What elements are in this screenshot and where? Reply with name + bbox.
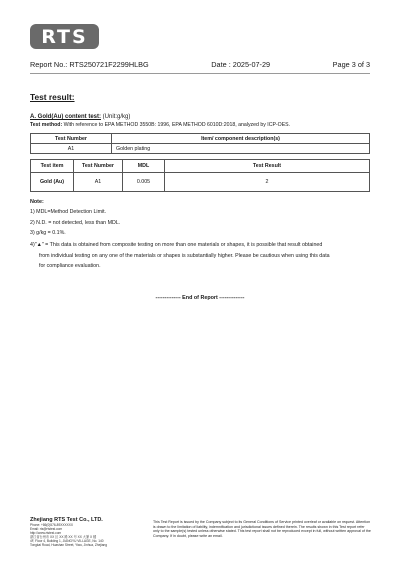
method-label: Test method: bbox=[30, 122, 63, 128]
column-header: MDL bbox=[123, 160, 165, 173]
end-of-report: -------------- End of Report -------------- bbox=[155, 295, 245, 301]
subsection-title bbox=[30, 114, 130, 120]
note-item-continuation: for compliance evaluation. bbox=[39, 263, 101, 269]
note-item: 3) g/kg = 0.1%. bbox=[30, 230, 66, 236]
table-cell: 0.005 bbox=[123, 173, 165, 192]
notes-title: Note: bbox=[30, 199, 44, 205]
column-header: Test Result bbox=[165, 160, 370, 173]
table-header-row bbox=[31, 160, 370, 173]
test-unit: (Unit:g/kg) bbox=[101, 114, 131, 120]
footer-company-info bbox=[30, 517, 140, 548]
results-table bbox=[30, 159, 370, 192]
table-row bbox=[31, 144, 370, 154]
test-method bbox=[30, 122, 370, 128]
page-number: Page 3 of 3 bbox=[332, 60, 370, 69]
report-date: Date : 2025-07-29 bbox=[211, 60, 271, 69]
section-title: Test result: bbox=[30, 92, 75, 102]
table-header-row bbox=[31, 134, 370, 144]
logo-text: RTS bbox=[41, 25, 88, 48]
table-row bbox=[31, 173, 370, 192]
note-item-continuation: from individual testing on any one of the materials or shapes is substantially higher. Please be cautious when using this data bbox=[39, 252, 330, 259]
column-header: Test Number bbox=[31, 134, 112, 144]
footer-address: 浙江省台州市 XX 区 XX 路 XX 号 XX 大厦 X 楼 bbox=[30, 535, 97, 540]
note-item-text: 4)"▲" = This data is obtained from composite testing on more than one materials or shapes, it is possible that result obtained bbox=[30, 242, 323, 248]
table-cell: A1 bbox=[31, 144, 112, 154]
footer-disclaimer: This Test Report is issued by the Company subject to its General Conditions of Service printed overleaf or available on request. Attention is drawn to the limitation of liability, indemnification and jurisdictional issues defined therein. The results shown in this Test report refer only to the sample(s) tested unless otherwise stated. This test report shall not be reproduced except in full, without written approval of the Company. If in doubt, please write an email. bbox=[153, 520, 371, 538]
footer-phone: Phone: +86(0)576-89XXXXXX bbox=[30, 523, 73, 527]
table-cell: 2 bbox=[165, 173, 370, 192]
company-logo bbox=[30, 24, 99, 49]
method-text: With reference to EPA METHOD 3550B: 1996, EPA METHOD 6010D:2018, analyzed by ICP-OES. bbox=[62, 122, 291, 128]
report-number: Report No.: RTS250721F2299HLBG bbox=[30, 60, 149, 69]
note-item bbox=[30, 240, 370, 272]
note-item: 2) N.D. = not detected, less than MDL. bbox=[30, 220, 121, 226]
footer-website: http://www.rtstest.com bbox=[30, 531, 62, 536]
note-item: 1) MDL=Method Detection Limit. bbox=[30, 209, 107, 215]
report-header bbox=[30, 60, 370, 69]
table-cell: A1 bbox=[74, 173, 123, 192]
test-name: A. Gold(Au) content test: bbox=[30, 114, 101, 120]
footer-email: Email: rts@rtstest.com bbox=[30, 527, 63, 532]
column-header: Item/ component description(s) bbox=[112, 134, 370, 144]
footer-address: Tongkai Road, Huashan Street, Yiwu, Jinhua, Zhejiang bbox=[30, 543, 108, 548]
table-cell: Gold (Au) bbox=[31, 173, 74, 192]
components-table bbox=[30, 133, 370, 154]
column-header: Test item bbox=[31, 160, 74, 173]
footer-company-name: Zhejiang RTS Test Co., LTD. bbox=[30, 517, 103, 523]
header-divider bbox=[30, 73, 370, 74]
column-header: Test Number bbox=[74, 160, 123, 173]
table-cell: Golden plating bbox=[112, 144, 370, 154]
footer-address: 4F, Floor 4, Building 1, JIANGYU VILLAGE, No. 140 bbox=[30, 539, 104, 544]
